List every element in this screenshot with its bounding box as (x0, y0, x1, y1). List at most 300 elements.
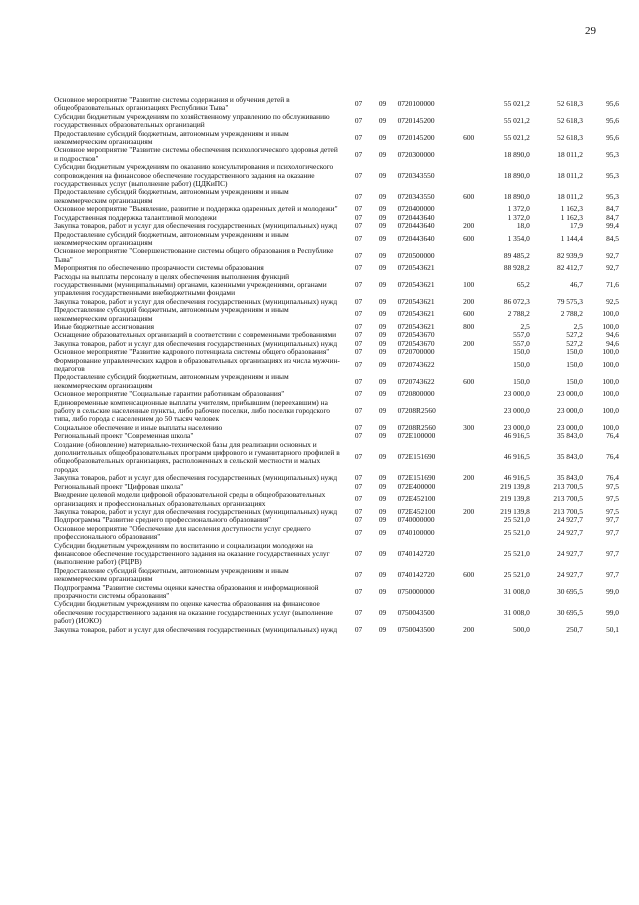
executed-amount-cell: 18 011,2 (557, 191, 583, 201)
subsection-code-cell: 09 (378, 494, 387, 504)
expense-name-cell: Закупка товаров, работ и услуг для обеспечения государственных (муниципальных) нужд (54, 506, 338, 516)
subsection-code-cell: 09 (378, 309, 387, 319)
subsection-code-cell: 09 (378, 212, 387, 222)
execution-percent-cell: 99,0 (606, 586, 619, 596)
subsection-code-cell: 09 (378, 221, 387, 231)
expense-name-cell: Предоставление субсидий бюджетным, автономным учреждениям и иным некоммерческим организациям (54, 187, 289, 205)
section-code-cell: 07 (354, 338, 363, 348)
execution-percent-cell: 100,0 (602, 321, 619, 331)
expense-name-cell: Внедрение целевой модели цифровой образовательной среды в общеобразовательных организациях и профессиональных образовательных организациях (54, 490, 326, 508)
subsection-code-cell: 09 (378, 250, 387, 260)
table-row (54, 96, 619, 113)
execution-percent-cell: 92,5 (606, 296, 619, 306)
subsection-code-cell: 09 (378, 548, 387, 558)
planned-amount-cell: 1 372,0 (507, 204, 530, 214)
subsection-code-cell: 09 (378, 359, 387, 369)
planned-amount-cell: 2 788,2 (507, 309, 530, 319)
target-article-cell: 0740142720 (397, 569, 435, 579)
executed-amount-cell: 52 618,3 (557, 99, 583, 109)
executed-amount-cell: 79 575,3 (557, 296, 583, 306)
subsection-code-cell: 09 (378, 515, 387, 525)
expense-name-cell: Основное мероприятие "Совершенствование системы общего образования в Республике Тыва" (54, 246, 334, 264)
target-article-cell: 0720743622 (397, 359, 435, 369)
executed-amount-cell: 24 927,7 (557, 569, 583, 579)
planned-amount-cell: 2,5 (520, 321, 530, 331)
target-article-cell: 0720543670 (397, 330, 435, 340)
expense-type-cell (458, 516, 480, 524)
section-code-cell: 07 (354, 221, 363, 231)
table-row (54, 188, 619, 205)
executed-amount-cell: 30 695,5 (557, 586, 583, 596)
section-code-cell: 07 (354, 422, 363, 432)
executed-amount-cell: 24 927,7 (557, 548, 583, 558)
executed-amount-cell: 82 939,9 (557, 250, 583, 260)
execution-percent-cell: 100,0 (602, 389, 619, 399)
executed-amount-cell: 24 927,7 (557, 527, 583, 537)
section-code-cell: 07 (354, 607, 363, 617)
section-code-cell: 07 (354, 149, 363, 159)
planned-amount-cell: 25 521,0 (503, 548, 530, 558)
expense-name-cell: Субсидии бюджетным учреждениям по хозяйственному управлению по обслуживанию государственных образовательных организаций (54, 111, 330, 130)
planned-amount-cell: 46 916,5 (503, 452, 530, 462)
planned-amount-cell: 31 008,0 (503, 607, 530, 617)
target-article-cell: 0720443640 (397, 212, 435, 222)
planned-amount-cell: 86 072,3 (503, 296, 530, 306)
expense-name-cell: Предоставление субсидий бюджетным, автономным учреждениям и иным некоммерческим организациям (54, 372, 289, 390)
execution-percent-cell: 97,7 (606, 548, 619, 558)
target-article-cell: 072E151690 (397, 452, 436, 462)
subsection-code-cell: 09 (378, 624, 387, 634)
executed-amount-cell: 46,7 (569, 279, 583, 289)
table-row (54, 306, 619, 323)
target-article-cell: 0720443640 (397, 221, 435, 231)
section-code-cell: 07 (354, 170, 363, 180)
page-number: 29 (585, 25, 596, 37)
execution-percent-cell: 71,6 (606, 279, 619, 289)
execution-percent-cell: 95,6 (606, 132, 619, 142)
executed-amount-cell: 35 843,0 (557, 452, 583, 462)
planned-amount-cell: 219 139,8 (500, 506, 530, 516)
target-article-cell: 072E452100 (397, 506, 436, 516)
subsection-code-cell: 09 (378, 204, 387, 214)
execution-percent-cell: 94,6 (606, 330, 619, 340)
expense-name-cell: Подпрограмма "Развитие среднего профессионального образования" (54, 515, 272, 525)
expense-type-cell (458, 96, 480, 113)
expense-name-cell: Субсидии бюджетным учреждениям по воспитанию и социализации молодежи на финансовое обеспечение государственного задания на оказание государственных услуг (выполнение работ) (РЦРВ) (54, 540, 330, 567)
executed-amount-cell: 2 788,2 (560, 309, 583, 319)
target-article-cell: 0720543621 (397, 279, 435, 289)
executed-amount-cell: 2,5 (573, 321, 583, 331)
execution-percent-cell: 84,7 (606, 212, 619, 222)
table-row (54, 247, 619, 264)
section-code-cell: 07 (354, 624, 363, 634)
table-row (54, 399, 619, 424)
section-code-cell: 07 (354, 309, 363, 319)
section-code-cell: 07 (354, 473, 363, 483)
expense-type-cell: 300 (463, 422, 475, 432)
target-article-cell: 072E100000 (397, 431, 436, 441)
subsection-code-cell: 09 (378, 263, 387, 273)
target-article-cell: 07208R2560 (397, 406, 436, 416)
section-code-cell: 07 (354, 263, 363, 273)
expense-name-cell: Основное мероприятие "Развитие системы обеспечения психологического здоровья детей и подростков" (54, 145, 338, 163)
target-article-cell: 07208R2560 (397, 422, 436, 432)
subsection-code-cell: 09 (378, 406, 387, 416)
execution-percent-cell: 97,7 (606, 515, 619, 525)
subsection-code-cell: 09 (378, 116, 387, 126)
executed-amount-cell: 82 412,7 (557, 263, 583, 273)
target-article-cell: 0720145200 (397, 116, 435, 126)
planned-amount-cell: 150,0 (513, 347, 530, 357)
expense-name-cell: Создание (обновление) материально-технической базы для реализации основных и дополнительных общеобразовательных программ цифрового и гуманитарного профилей в общеобразовательных организациях, расположенных в сельской местности и малых городах (54, 439, 340, 474)
subsection-code-cell: 09 (378, 347, 387, 357)
subsection-code-cell: 09 (378, 431, 387, 441)
executed-amount-cell: 1 162,3 (560, 212, 583, 222)
subsection-code-cell: 09 (378, 296, 387, 306)
subsection-code-cell: 09 (378, 338, 387, 348)
expense-type-cell (458, 247, 480, 264)
subsection-code-cell: 09 (378, 422, 387, 432)
executed-amount-cell: 1 144,4 (560, 233, 583, 243)
executed-amount-cell: 23 000,0 (557, 406, 583, 416)
planned-amount-cell: 557,0 (513, 330, 530, 340)
expense-type-cell: 600 (463, 132, 475, 142)
section-code-cell: 07 (354, 116, 363, 126)
section-code-cell: 07 (354, 586, 363, 596)
target-article-cell: 0720543621 (397, 321, 435, 331)
target-article-cell: 0750000000 (397, 586, 435, 596)
table-row (54, 130, 619, 147)
table-row (54, 231, 619, 248)
execution-percent-cell: 76,4 (606, 431, 619, 441)
budget-execution-table (54, 96, 619, 634)
section-code-cell: 07 (354, 506, 363, 516)
expense-type-cell (458, 491, 480, 508)
expense-name-cell: Основное мероприятие "Обеспечение для населения доступности услуг среднего профессионального образования" (54, 523, 311, 542)
planned-amount-cell: 25 521,0 (503, 569, 530, 579)
expense-type-cell (458, 584, 480, 601)
expense-type-cell: 200 (463, 506, 475, 516)
target-article-cell: 0720543621 (397, 263, 435, 273)
subsection-code-cell: 09 (378, 389, 387, 399)
table-row (54, 567, 619, 584)
planned-amount-cell: 150,0 (513, 359, 530, 369)
expense-name-cell: Подпрограмма "Развитие системы оценки качества образования и информационной прозрачности системы образования" (54, 582, 319, 600)
planned-amount-cell: 46 916,5 (503, 431, 530, 441)
expense-name-cell: Основное мероприятие "Развитие системы содержания и обучения детей в общеобразовательных организациях Республики Тыва" (54, 95, 290, 113)
expense-name-cell: Расходы на выплаты персоналу в целях обеспечения выполнения функций государственными (муниципальными) органами, казенными учреждениями, органами управления государственными внебюджетными фондами (54, 271, 327, 298)
expense-type-cell (458, 441, 480, 475)
target-article-cell: 0720543621 (397, 296, 435, 306)
target-article-cell: 072E400000 (397, 481, 436, 491)
target-article-cell: 0740100000 (397, 527, 435, 537)
expense-name-cell: Региональный проект "Цифровая школа" (54, 481, 184, 491)
section-code-cell: 07 (354, 406, 363, 416)
execution-percent-cell: 95,3 (606, 191, 619, 201)
table-row (54, 146, 619, 163)
table-row (54, 163, 619, 188)
planned-amount-cell: 55 021,2 (503, 132, 530, 142)
target-article-cell: 0720743622 (397, 376, 435, 386)
section-code-cell: 07 (354, 431, 363, 441)
expense-type-cell: 200 (463, 624, 475, 634)
expense-name-cell: Основное мероприятие "Выявление, развитие и поддержка одаренных детей и молодежи" (54, 204, 338, 214)
section-code-cell: 07 (354, 321, 363, 331)
section-code-cell: 07 (354, 296, 363, 306)
expense-type-cell: 600 (463, 309, 475, 319)
expense-name-cell: Основное мероприятие "Развитие кадрового потенциала системы общего образования" (54, 347, 330, 357)
executed-amount-cell: 18 011,2 (557, 170, 583, 180)
section-code-cell: 07 (354, 569, 363, 579)
execution-percent-cell: 76,4 (606, 473, 619, 483)
subsection-code-cell: 09 (378, 191, 387, 201)
expense-type-cell: 600 (463, 376, 475, 386)
subsection-code-cell: 09 (378, 607, 387, 617)
table-row (54, 357, 619, 374)
executed-amount-cell: 213 700,5 (553, 494, 583, 504)
expense-type-cell: 200 (463, 296, 475, 306)
expense-name-cell: Социальное обеспечение и иные выплаты населению (54, 422, 223, 432)
expense-name-cell: Предоставление субсидий бюджетным, автономным учреждениям и иным некоммерческим организациям (54, 128, 289, 147)
target-article-cell: 0720400000 (397, 204, 435, 214)
planned-amount-cell: 18,0 (516, 221, 530, 231)
table-row (54, 600, 619, 625)
expense-type-cell (458, 357, 480, 374)
expense-type-cell: 200 (463, 338, 475, 348)
section-code-cell: 07 (354, 527, 363, 537)
expense-type-cell: 800 (463, 321, 475, 331)
section-code-cell: 07 (354, 494, 363, 504)
planned-amount-cell: 23 000,0 (503, 422, 530, 432)
expense-type-cell (458, 264, 480, 272)
expense-type-cell: 600 (463, 191, 475, 201)
planned-amount-cell: 89 485,2 (503, 250, 530, 260)
subsection-code-cell: 09 (378, 527, 387, 537)
expense-type-cell (458, 113, 480, 130)
expense-type-cell: 200 (463, 221, 475, 231)
expense-name-cell: Иные бюджетные ассигнования (54, 321, 155, 331)
section-code-cell: 07 (354, 376, 363, 386)
expense-type-cell (458, 146, 480, 163)
planned-amount-cell: 46 916,5 (503, 473, 530, 483)
expense-type-cell: 600 (463, 569, 475, 579)
section-code-cell: 07 (354, 548, 363, 558)
table-row (54, 441, 619, 475)
expense-name-cell: Закупка товаров, работ и услуг для обеспечения государственных (муниципальных) нужд (54, 338, 338, 348)
executed-amount-cell: 213 700,5 (553, 481, 583, 491)
subsection-code-cell: 09 (378, 473, 387, 483)
section-code-cell: 07 (354, 481, 363, 491)
expense-type-cell (458, 483, 480, 491)
section-code-cell: 07 (354, 347, 363, 357)
table-row (54, 373, 619, 390)
executed-amount-cell: 35 843,0 (557, 473, 583, 483)
execution-percent-cell: 97,5 (606, 506, 619, 516)
section-code-cell: 07 (354, 191, 363, 201)
executed-amount-cell: 23 000,0 (557, 389, 583, 399)
execution-percent-cell: 99,4 (606, 221, 619, 231)
target-article-cell: 0720343550 (397, 170, 435, 180)
executed-amount-cell: 250,7 (566, 624, 583, 634)
expense-name-cell: Единовременные компенсационные выплаты учителям, прибывшим (переехавшим) на работу в сельские населенные пункты, либо рабочие поселки, либо поселки городского типа, либо города с населением до 50 тысяч человек (54, 397, 330, 424)
target-article-cell: 0740142720 (397, 548, 435, 558)
expense-name-cell: Предоставление субсидий бюджетным, автономным учреждениям и иным некоммерческим организациям (54, 305, 289, 323)
expense-name-cell: Субсидии бюджетным учреждениям по оценке качества образования на финансовое обеспечение государственного задания на оказание государственных услуг (выполнение работ) (ИОКО) (54, 599, 333, 626)
planned-amount-cell: 18 890,0 (503, 191, 530, 201)
planned-amount-cell: 1 354,0 (507, 233, 530, 243)
execution-percent-cell: 95,3 (606, 149, 619, 159)
subsection-code-cell: 09 (378, 233, 387, 243)
planned-amount-cell: 31 008,0 (503, 586, 530, 596)
execution-percent-cell: 94,6 (606, 338, 619, 348)
subsection-code-cell: 09 (378, 279, 387, 289)
execution-percent-cell: 100,0 (602, 422, 619, 432)
executed-amount-cell: 35 843,0 (557, 431, 583, 441)
planned-amount-cell: 219 139,8 (500, 481, 530, 491)
execution-percent-cell: 100,0 (602, 406, 619, 416)
planned-amount-cell: 219 139,8 (500, 494, 530, 504)
planned-amount-cell: 557,0 (513, 338, 530, 348)
executed-amount-cell: 52 618,3 (557, 116, 583, 126)
execution-percent-cell: 100,0 (602, 347, 619, 357)
executed-amount-cell: 213 700,5 (553, 506, 583, 516)
target-article-cell: 0720543670 (397, 338, 435, 348)
expense-type-cell (458, 432, 480, 440)
table-row (54, 113, 619, 130)
target-article-cell: 072E151690 (397, 473, 436, 483)
section-code-cell: 07 (354, 204, 363, 214)
execution-percent-cell: 84,5 (606, 233, 619, 243)
subsection-code-cell: 09 (378, 330, 387, 340)
planned-amount-cell: 18 890,0 (503, 149, 530, 159)
planned-amount-cell: 25 521,0 (503, 527, 530, 537)
section-code-cell: 07 (354, 452, 363, 462)
executed-amount-cell: 17,9 (569, 221, 583, 231)
subsection-code-cell: 09 (378, 170, 387, 180)
expense-name-cell: Предоставление субсидий бюджетным, автономным учреждениям и иным некоммерческим организациям (54, 565, 289, 584)
execution-percent-cell: 50,1 (606, 624, 619, 634)
subsection-code-cell: 09 (378, 99, 387, 109)
executed-amount-cell: 527,2 (566, 338, 583, 348)
executed-amount-cell: 527,2 (566, 330, 583, 340)
execution-percent-cell: 76,4 (606, 452, 619, 462)
subsection-code-cell: 09 (378, 481, 387, 491)
section-code-cell: 07 (354, 250, 363, 260)
planned-amount-cell: 18 890,0 (503, 170, 530, 180)
planned-amount-cell: 65,2 (516, 279, 530, 289)
expense-name-cell: Мероприятия по обеспечению прозрачности системы образования (54, 263, 264, 273)
planned-amount-cell: 150,0 (513, 376, 530, 386)
execution-percent-cell: 100,0 (602, 359, 619, 369)
target-article-cell: 0750043500 (397, 607, 435, 617)
execution-percent-cell: 95,6 (606, 99, 619, 109)
planned-amount-cell: 1 372,0 (507, 212, 530, 222)
expense-name-cell: Оснащение образовательных организаций в соответствии с современными требованиями (54, 330, 337, 340)
executed-amount-cell: 30 695,5 (557, 607, 583, 617)
expense-type-cell: 100 (463, 279, 475, 289)
executed-amount-cell: 18 011,2 (557, 149, 583, 159)
execution-percent-cell: 97,7 (606, 527, 619, 537)
target-article-cell: 0720300000 (397, 149, 435, 159)
planned-amount-cell: 88 928,2 (503, 263, 530, 273)
table-row (54, 584, 619, 601)
expense-type-cell (458, 525, 480, 542)
subsection-code-cell: 09 (378, 376, 387, 386)
expense-name-cell: Закупка товаров, работ и услуг для обеспечения государственных (муниципальных) нужд (54, 473, 338, 483)
expense-name-cell: Закупка товаров, работ и услуг для обеспечения государственных (муниципальных) нужд (54, 624, 338, 634)
target-article-cell: 0720800000 (397, 389, 435, 399)
executed-amount-cell: 150,0 (566, 359, 583, 369)
target-article-cell: 0720343550 (397, 191, 435, 201)
execution-percent-cell: 100,0 (602, 376, 619, 386)
target-article-cell: 0720100000 (397, 99, 435, 109)
execution-percent-cell: 84,7 (606, 204, 619, 214)
executed-amount-cell: 1 162,3 (560, 204, 583, 214)
expense-type-cell (458, 348, 480, 356)
executed-amount-cell: 23 000,0 (557, 422, 583, 432)
expense-name-cell: Формирование управленческих кадров в образовательных организациях из числа мужчин-педагогов (54, 355, 340, 373)
expense-type-cell: 600 (463, 233, 475, 243)
execution-percent-cell: 92,7 (606, 250, 619, 260)
table-row (54, 542, 619, 567)
expense-name-cell: Закупка товаров, работ и услуг для обеспечения государственных (муниципальных) нужд (54, 296, 338, 306)
section-code-cell: 07 (354, 132, 363, 142)
section-code-cell: 07 (354, 359, 363, 369)
execution-percent-cell: 99,0 (606, 607, 619, 617)
executed-amount-cell: 150,0 (566, 376, 583, 386)
execution-percent-cell: 97,5 (606, 481, 619, 491)
target-article-cell: 0720700000 (397, 347, 435, 357)
section-code-cell: 07 (354, 99, 363, 109)
subsection-code-cell: 09 (378, 321, 387, 331)
expense-name-cell: Основное мероприятие "Социальные гарантии работникам образования" (54, 389, 285, 399)
subsection-code-cell: 09 (378, 149, 387, 159)
subsection-code-cell: 09 (378, 569, 387, 579)
target-article-cell: 0740000000 (397, 515, 435, 525)
execution-percent-cell: 92,7 (606, 263, 619, 273)
expense-type-cell: 200 (463, 473, 475, 483)
section-code-cell: 07 (354, 515, 363, 525)
expense-name-cell: Государственная поддержка талантливой молодежи (54, 212, 217, 222)
subsection-code-cell: 09 (378, 506, 387, 516)
executed-amount-cell: 24 927,7 (557, 515, 583, 525)
planned-amount-cell: 500,0 (513, 624, 530, 634)
expense-type-cell (458, 205, 480, 213)
subsection-code-cell: 09 (378, 586, 387, 596)
target-article-cell: 0720543621 (397, 309, 435, 319)
target-article-cell: 0720500000 (397, 250, 435, 260)
executed-amount-cell: 52 618,3 (557, 132, 583, 142)
section-code-cell: 07 (354, 330, 363, 340)
expense-type-cell (458, 390, 480, 398)
expense-name-cell: Субсидии бюджетным учреждениям по оказанию консультирования и психологического сопровождения на финансовое обеспечение государственного задания на оказание государственных услуг (выполнение работ) (ЦДКиПС) (54, 162, 334, 189)
expense-name-cell: Закупка товаров, работ и услуг для обеспечения государственных (муниципальных) нужд (54, 221, 338, 231)
execution-percent-cell: 95,3 (606, 170, 619, 180)
target-article-cell: 0720145200 (397, 132, 435, 142)
table-row (54, 491, 619, 508)
target-article-cell: 072E452100 (397, 494, 436, 504)
expense-type-cell (458, 542, 480, 567)
expense-type-cell (458, 163, 480, 188)
expense-name-cell: Региональный проект "Современная школа" (54, 431, 194, 441)
expense-type-cell (458, 600, 480, 625)
table-row (54, 626, 619, 634)
target-article-cell: 0720443640 (397, 233, 435, 243)
section-code-cell: 07 (354, 389, 363, 399)
execution-percent-cell: 95,6 (606, 116, 619, 126)
target-article-cell: 0750043500 (397, 624, 435, 634)
execution-percent-cell: 100,0 (602, 309, 619, 319)
